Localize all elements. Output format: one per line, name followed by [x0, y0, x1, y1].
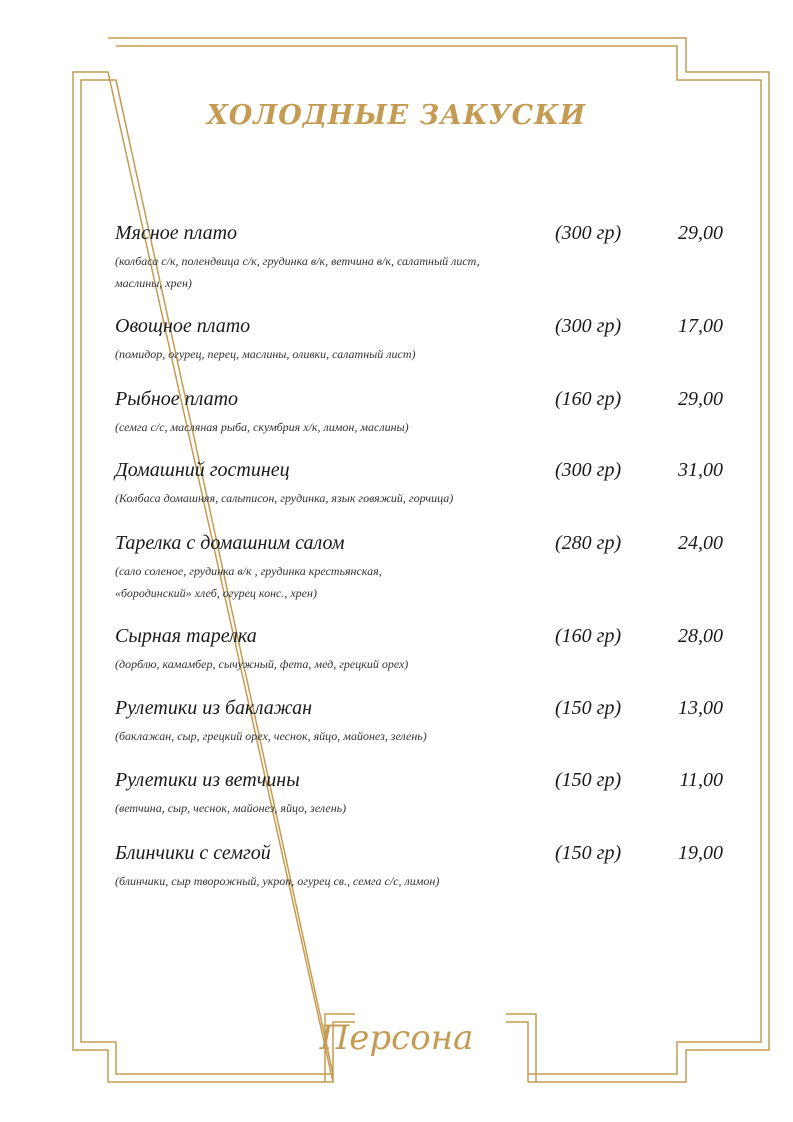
item-weight: (160 гр) [555, 625, 622, 647]
item-weight: (300 гр) [555, 315, 622, 337]
item-name: Блинчики с семгой [115, 842, 271, 864]
brand-logo: Персона [319, 1018, 474, 1058]
item-weight: (150 гр) [555, 769, 622, 791]
item-price: 29,00 [678, 222, 723, 244]
item-price: 29,00 [678, 388, 723, 410]
item-name: Рулетики из ветчины [115, 769, 300, 791]
item-name: Мясное плато [115, 222, 238, 244]
item-description: (семга с/с, масляная рыба, скумбрия х/к, лимон, маслины) [115, 420, 409, 434]
item-price: 13,00 [678, 697, 723, 719]
item-description: (ветчина, сыр, чеснок, майонез, яйцо, зелень) [115, 801, 347, 815]
item-name: Рулетики из баклажан [115, 697, 313, 719]
item-price: 31,00 [678, 459, 723, 481]
page-title: ХОЛОДНЫЕ ЗАКУСКИ [206, 100, 587, 131]
item-price: 24,00 [678, 532, 723, 554]
item-price: 19,00 [678, 842, 723, 864]
item-name: Тарелка с домашним салом [115, 532, 345, 554]
item-price: 17,00 [678, 315, 723, 337]
item-name: Сырная тарелка [115, 625, 257, 647]
item-weight: (300 гр) [555, 459, 622, 481]
item-weight: (280 гр) [555, 532, 622, 554]
item-weight: (160 гр) [555, 388, 622, 410]
item-name: Домашний гостинец [115, 459, 290, 481]
item-price: 11,00 [679, 769, 723, 791]
item-description: (дорблю, камамбер, сычужный, фета, мед, грецкий орех) [115, 657, 409, 671]
item-name: Овощное плато [115, 315, 251, 337]
item-description: (колбаса с/к, полендвица с/к, грудинка в/к, ветчина в/к, салатный лист, маслины, хрен) [115, 254, 480, 290]
item-price: 28,00 [678, 625, 723, 647]
item-description: (помидор, огурец, перец, маслины, оливки, салатный лист) [115, 347, 416, 361]
item-description: (блинчики, сыр творожный, укроп, огурец св., семга с/с, лимон) [115, 874, 440, 888]
item-description: (баклажан, сыр, грецкий орех, чеснок, яйцо, майонез, зелень) [115, 729, 427, 743]
item-description: (Колбаса домашняя, сальтисон, грудинка, язык говяжий, горчица) [115, 491, 454, 505]
item-name: Рыбное плато [115, 388, 239, 410]
item-weight: (150 гр) [555, 842, 622, 864]
item-description: (сало соленое, грудинка в/к , грудинка крестьянская, «бородинский» хлеб, огурец конс., хрен) [115, 564, 382, 600]
item-weight: (150 гр) [555, 697, 622, 719]
item-weight: (300 гр) [555, 222, 622, 244]
